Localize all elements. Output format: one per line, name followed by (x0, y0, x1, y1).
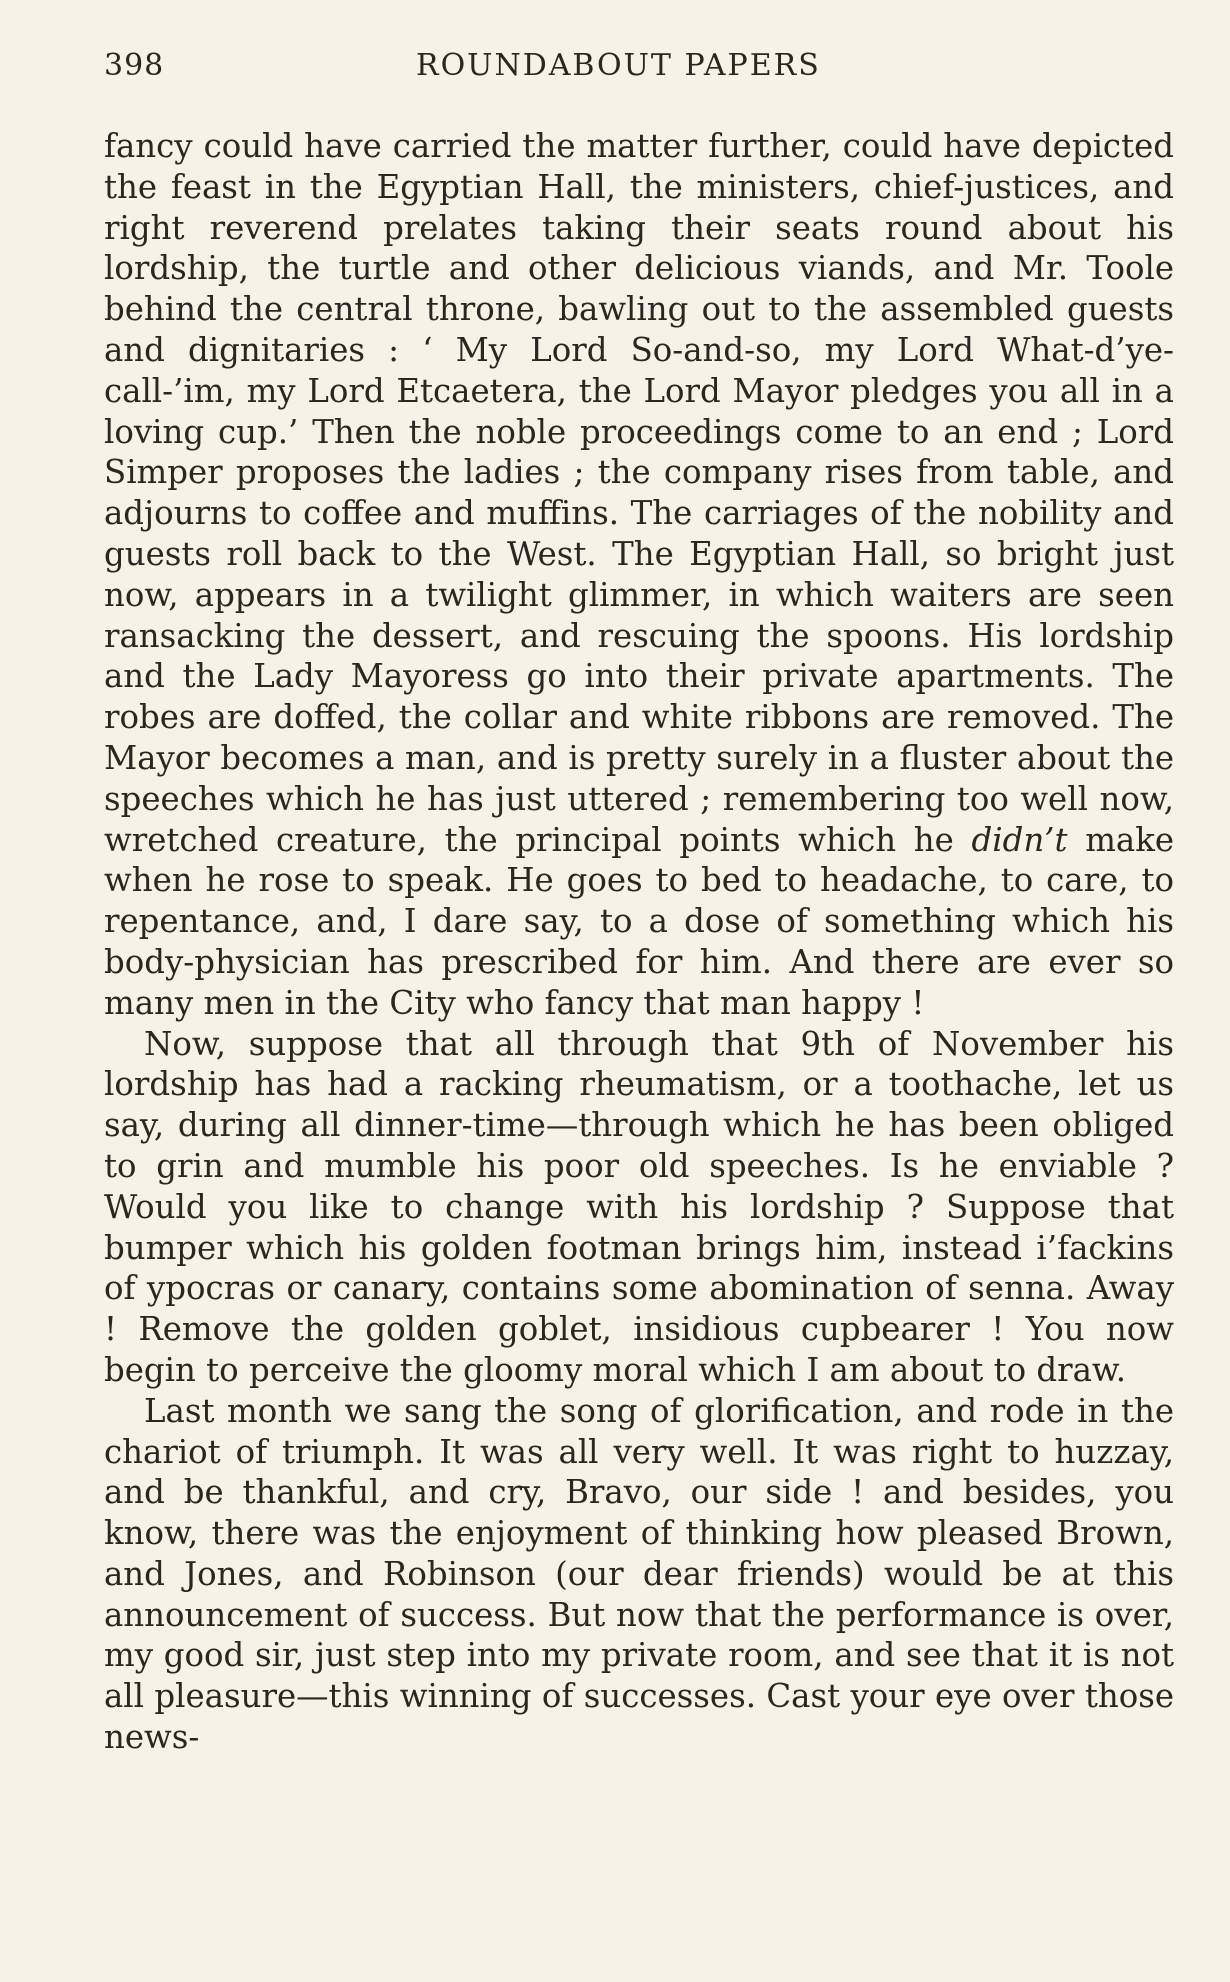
paragraph-text: fancy could have carried the matter further, could have depicted the feast in the Egyptian Hall, the ministers, chief-justices, and right reverend prelates taking their seats round about his lordship, the turtle and other delicious viands, and Mr. Toole behind the central throne, bawling out to the assembled guests and dignitaries : ‘ My Lord So-and-so, my Lord What-d’ye-call-’im, my Lord Etcaetera, the Lord Mayor pledges you all in a loving cup.’ Then the noble proceedings come to an end ; Lord Simper proposes the ladies ; the company rises from table, and adjourns to coffee and muffins. The carriages of the nobility and guests roll back to the West. The Egyptian Hall, so bright just now, appears in a twilight glimmer, in which waiters are seen ransacking the dessert, and rescuing the spoons. His lordship and the Lady Mayoress go into their private apartments. The robes are doffed, the collar and white ribbons are removed. The Mayor becomes a man, and is pretty surely in a fluster about the speeches which he has just uttered ; remembering too well now, wretched creature, the principal points which he (104, 127, 1174, 859)
page-number: 398 (104, 48, 165, 83)
page-header (104, 44, 1174, 96)
paragraph-3: Last month we sang the song of glorification, and rode in the chariot of triumph. It was all very well. It was right to huzzay, and be thankful, and cry, Bravo, our side ! and besides, you know, there was the enjoyment of thinking how pleased Brown, and Jones, and Robinson (our dear friends) would be at this announcement of success. But now that the performance is over, my good sir, just step into my private room, and see that it is not all pleasure—this winning of successes. Cast your eye over those news- (104, 1391, 1174, 1757)
book-page (104, 44, 1174, 1758)
italic-word: didn’t (971, 820, 1068, 859)
paragraph-text: make when he rose to speak. He goes to bed to headache, to care, to repentance, and, I dare say, to a dose of something which his body-physician has prescribed for him. And there are ever so many men in the City who fancy that man happy ! (104, 820, 1175, 1022)
running-title: ROUNDABOUT PAPERS (416, 48, 821, 83)
body-text (104, 126, 1174, 1758)
paragraph-continued (104, 126, 1174, 1024)
paragraph-2: Now, suppose that all through that 9th of November his lordship has had a racking rheumatism, or a toothache, let us say, during all dinner-time—through which he has been obliged to grin and mumble his poor old speeches. Is he enviable ? Would you like to change with his lordship ? Suppose that bumper which his golden footman brings him, instead i’fackins of ypocras or canary, contains some abomination of senna. Away ! Remove the golden goblet, insidious cupbearer ! You now begin to perceive the gloomy moral which I am about to draw. (104, 1024, 1174, 1389)
